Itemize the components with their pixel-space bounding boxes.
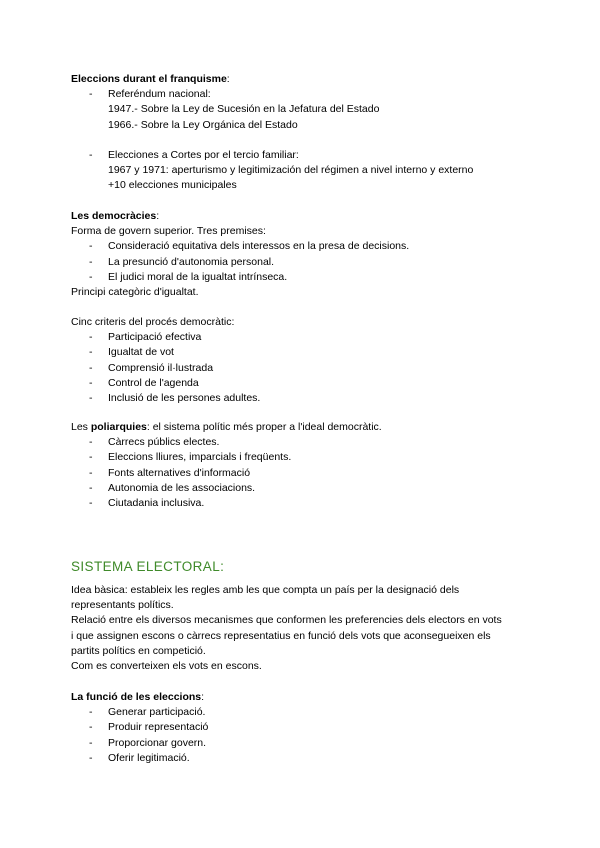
poliarquies-prefix: Les: [71, 421, 91, 433]
democracies-title: Les democràcies: [71, 210, 157, 222]
franquisme-title: Eleccions durant el franquisme: [71, 73, 227, 85]
list-item: - Eleccions lliures, imparcials i freqüents.: [71, 450, 540, 465]
list-item: - Ciutadania inclusiva.: [71, 496, 540, 511]
text-line: Idea bàsica: estableix les regles amb les que compta un país per la designació dels: [71, 584, 460, 596]
section-democracies: [71, 209, 540, 300]
section-franquisme-cortes: [71, 148, 540, 194]
list-item: - El judici moral de la igualtat intrínseca.: [71, 270, 540, 285]
list-item: - Autonomia de les associacions.: [71, 481, 540, 496]
text-line: 1967 y 1971: aperturismo y legitimización del régimen a nivel interno y externo: [108, 164, 474, 177]
section-sistema-electoral: [71, 558, 540, 576]
sistema-body: [71, 583, 540, 674]
list-item: - Participació efectiva: [71, 330, 540, 345]
list-item: - Comprensió il·lustrada: [71, 361, 540, 376]
criteris-intro: Cinc criteris del procés democràtic:: [71, 316, 235, 328]
criteris-list: [71, 330, 540, 406]
funcio-colon: :: [201, 691, 205, 703]
text-line: 1966.- Sobre la Ley Orgánica del Estado: [108, 118, 298, 131]
text-line: i que assignen escons o càrrecs representatius en funció dels vots que aconsegueixen els: [71, 629, 491, 642]
poliarquies-term: poliarquies: [90, 421, 147, 433]
democracies-colon: :: [156, 210, 160, 222]
text-line: partits polítics en competició.: [71, 644, 206, 657]
list-item: - Fonts alternatives d'informació: [71, 466, 540, 481]
funcio-heading: [71, 690, 540, 705]
list-item: - La presunció d'autonomia personal.: [71, 255, 540, 270]
poliarquies-intro: [71, 420, 540, 435]
list-item: - Oferir legitimació.: [71, 751, 540, 766]
franquisme-heading: [71, 72, 540, 87]
franquisme-colon: :: [226, 73, 230, 85]
funcio-title: La funció de les eleccions: [71, 691, 202, 703]
franquisme-list-2: [71, 148, 540, 163]
list-item: - Produir representació: [71, 720, 540, 735]
text-line: Relació entre els diversos mecanismes que conformen les preferencies dels electors en vots: [71, 614, 502, 627]
list-item: - Control de l'agenda: [71, 376, 540, 391]
section-franquisme: [71, 72, 540, 133]
section-poliarquies: [71, 420, 540, 511]
sistema-heading: SISTEMA ELECTORAL:: [71, 559, 225, 574]
list-item: - Referéndum nacional:: [71, 87, 540, 102]
text-line: Com es converteixen els vots en escons.: [71, 660, 262, 673]
text-line: 1947.- Sobre la Ley de Sucesión en la Jefatura del Estado: [108, 103, 380, 116]
list-item: - Consideració equitativa dels interessos en la presa de decisions.: [71, 239, 540, 254]
democracies-heading: [71, 209, 540, 224]
list-item: - Generar participació.: [71, 705, 540, 720]
text-line: representants polítics.: [71, 599, 174, 612]
democracies-outro: Principi categòric d'igualtat.: [71, 286, 199, 299]
franquisme-list: [71, 87, 540, 102]
list-item: - Proporcionar govern.: [71, 736, 540, 751]
text-line: +10 elecciones municipales: [108, 179, 237, 192]
funcio-list: [71, 705, 540, 766]
list-item: - Inclusió de les persones adultes.: [71, 391, 540, 406]
poliarquies-suffix: : el sistema polític més proper a l'ideal democràtic.: [146, 421, 382, 433]
list-item: - Càrrecs públics electes.: [71, 435, 540, 450]
democracies-intro: Forma de govern superior. Tres premises:: [71, 225, 266, 238]
poliarquies-list: [71, 435, 540, 511]
section-criteris: [71, 315, 540, 406]
list-item: - Elecciones a Cortes por el tercio familiar:: [71, 148, 540, 163]
democracies-list: [71, 239, 540, 285]
list-item: - Igualtat de vot: [71, 345, 540, 360]
section-funcio: [71, 690, 540, 766]
